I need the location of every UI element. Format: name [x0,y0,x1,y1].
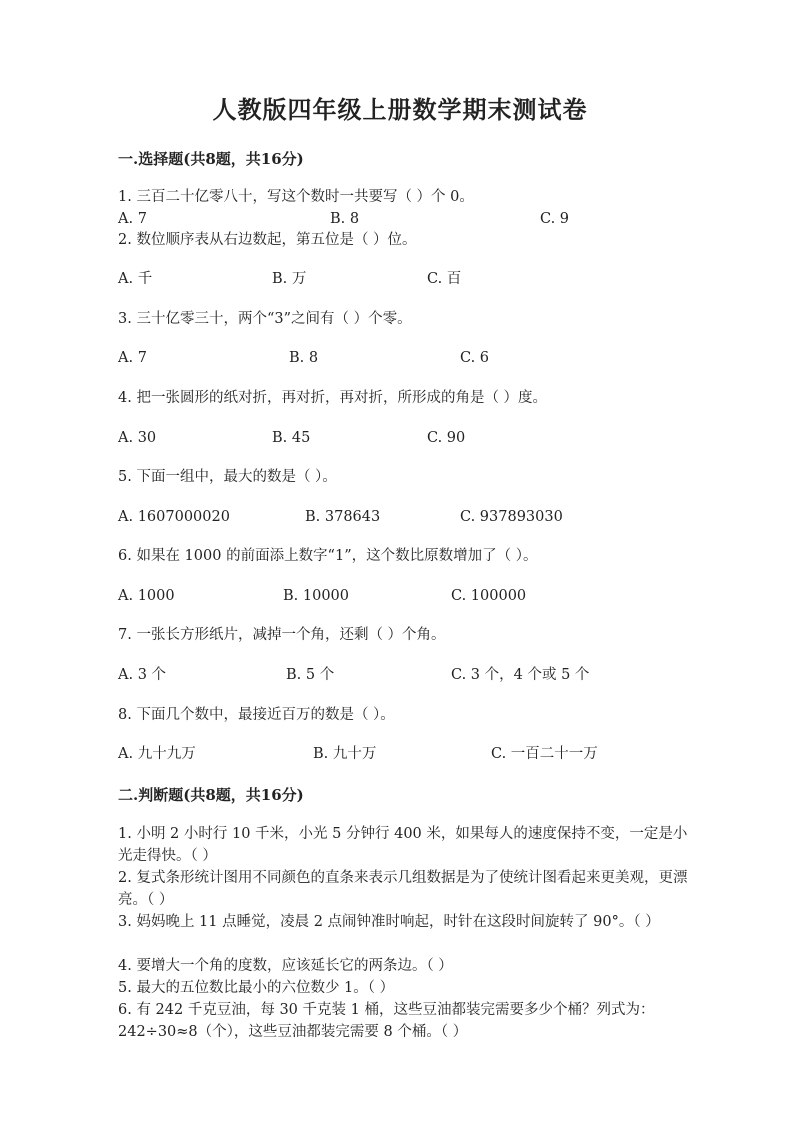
question-text: 4. 把一张圆形的纸对折，再对折，再对折，所形成的角是（ ）度。 [118,390,548,406]
option-c: C. 百 [427,271,462,287]
option-b: B. 45 [272,430,311,446]
option-b: B. 5 个 [286,667,335,683]
option-c: C. 3 个，4 个或 5 个 [451,667,590,683]
option-c: C. 9 [540,211,570,227]
section-heading-judgement: 二.判断题(共8题，共16分) [118,786,304,804]
question-text: 3. 三十亿零三十，两个“3”之间有（ ）个零。 [118,311,412,327]
option-a: A. 九十九万 [118,746,196,762]
option-a: A. 千 [118,271,153,287]
option-a: A. 3 个 [118,667,167,683]
judgement-item: 3. 妈妈晚上 11 点睡觉，凌晨 2 点闹钟准时响起，时针在这段时间旋转了 90°。（ ） [118,914,660,930]
option-b: B. 10000 [283,588,350,604]
option-b: B. 九十万 [313,746,377,762]
question-text: 7. 一张长方形纸片，减掉一个角，还剩（ ）个角。 [118,627,446,643]
option-c: C. 937893030 [460,509,563,525]
page-title: 人教版四年级上册数学期末测试卷 [212,95,588,124]
judgement-item: 5. 最大的五位数比最小的六位数少 1。（ ） [118,980,395,996]
question-text: 1. 三百二十亿零八十，写这个数时一共要写（ ）个 0。 [118,189,474,205]
judgement-item: 2. 复式条形统计图用不同颜色的直条来表示几组数据是为了使统计图看起来更美观，更漂亮。（ ） [118,870,688,908]
question-text: 2. 数位顺序表从右边数起，第五位是（ ）位。 [118,232,417,248]
option-a: A. 30 [118,430,157,446]
judgement-item: 6. 有 242 千克豆油，每 30 千克装 1 桶，这些豆油都装完需要多少个桶？列式为：242÷30≈8（个），这些豆油都装完需要 8 个桶。（ ） [118,1002,655,1040]
option-a: A. 7 [118,211,147,227]
option-b: B. 378643 [305,509,381,525]
option-b: B. 8 [289,350,319,366]
option-a: A. 7 [118,350,147,366]
option-b: B. 万 [272,271,307,287]
option-c: C. 6 [460,350,490,366]
option-a: A. 1607000020 [118,509,230,525]
question-text: 5. 下面一组中，最大的数是（ ）。 [118,469,337,485]
option-c: C. 100000 [451,588,527,604]
option-c: C. 90 [427,430,466,446]
option-b: B. 8 [330,211,360,227]
option-a: A. 1000 [118,588,175,604]
option-c: C. 一百二十一万 [491,746,598,762]
judgement-item: 1. 小明 2 小时行 10 千米，小光 5 分钟行 400 米，如果每人的速度保持不变，一定是小光走得快。（ ） [118,826,688,864]
question-text: 8. 下面几个数中，最接近百万的数是（ ）。 [118,707,395,723]
question-text: 6. 如果在 1000 的前面添上数字“1”，这个数比原数增加了（ ）。 [118,548,538,564]
section-heading-choice: 一.选择题(共8题，共16分) [118,150,304,168]
judgement-item: 4. 要增大一个角的度数，应该延长它的两条边。（ ） [118,958,453,974]
